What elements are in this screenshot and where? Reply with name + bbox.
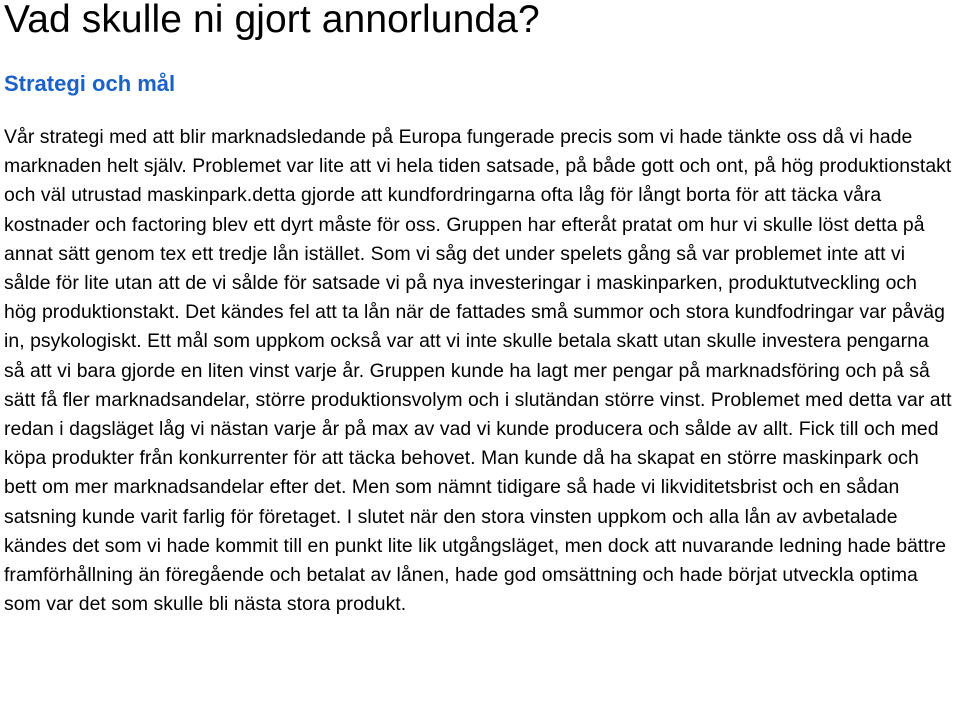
body-paragraph: Vår strategi med att blir marknadsledande på Europa fungerade precis som vi hade tänkte oss då vi hade marknaden helt själv. Problemet var lite att vi hela tiden satsade, på både gott och ont, på hög produktionstakt och väl utrustad maskinpark.detta gjorde att kundfordringarna ofta låg för långt borta för att täcka våra kostnader och factoring blev ett dyrt måste för oss. Gruppen har efteråt pratat om hur vi skulle löst detta på annat sätt genom tex ett tredje lån istället. Som vi såg det under spelets gång så var problemet inte att vi sålde för lite utan att de vi sålde för satsade vi på nya investeringar i maskinparken, produktutveckling och hög produktionstakt. Det kändes fel att ta lån när de fattades små summor och stora kundfodringar var påväg in, psykologiskt. Ett mål som uppkom också var att vi inte skulle betala skatt utan skulle investera pengarna så att vi bara gjorde en liten vinst varje år. Gruppen kunde ha lagt mer pengar på marknadsföring och på så sätt få fler marknadsandelar, större produktionsvolym och i slutändan större vinst. Problemet med detta var att redan i dagsläget låg vi nästan varje år på max av vad vi kunde producera och sålde av allt. Fick till och med köpa produkter från konkurrenter för att täcka behovet. Man kunde då ha skapat en större maskinpark och bett om mer marknadsandelar efter det. Men som nämnt tidigare så hade vi likviditetsbrist och en sådan satsning kunde varit farlig för företaget. I slutet när den stora vinsten uppkom och alla lån av avbetalade kändes det som vi hade kommit till en punkt lite lik utgångsläget, men dock att nuvarande ledning hade bättre framförhållning än föregående och betalat av lånen, hade god omsättning och hade börjat utveckla optima som var det som skulle bli nästa stora produkt. [4, 126, 952, 616]
page-title: Vad skulle ni gjort annorlunda? [4, 0, 540, 41]
section-heading: Strategi och mål [4, 71, 176, 96]
